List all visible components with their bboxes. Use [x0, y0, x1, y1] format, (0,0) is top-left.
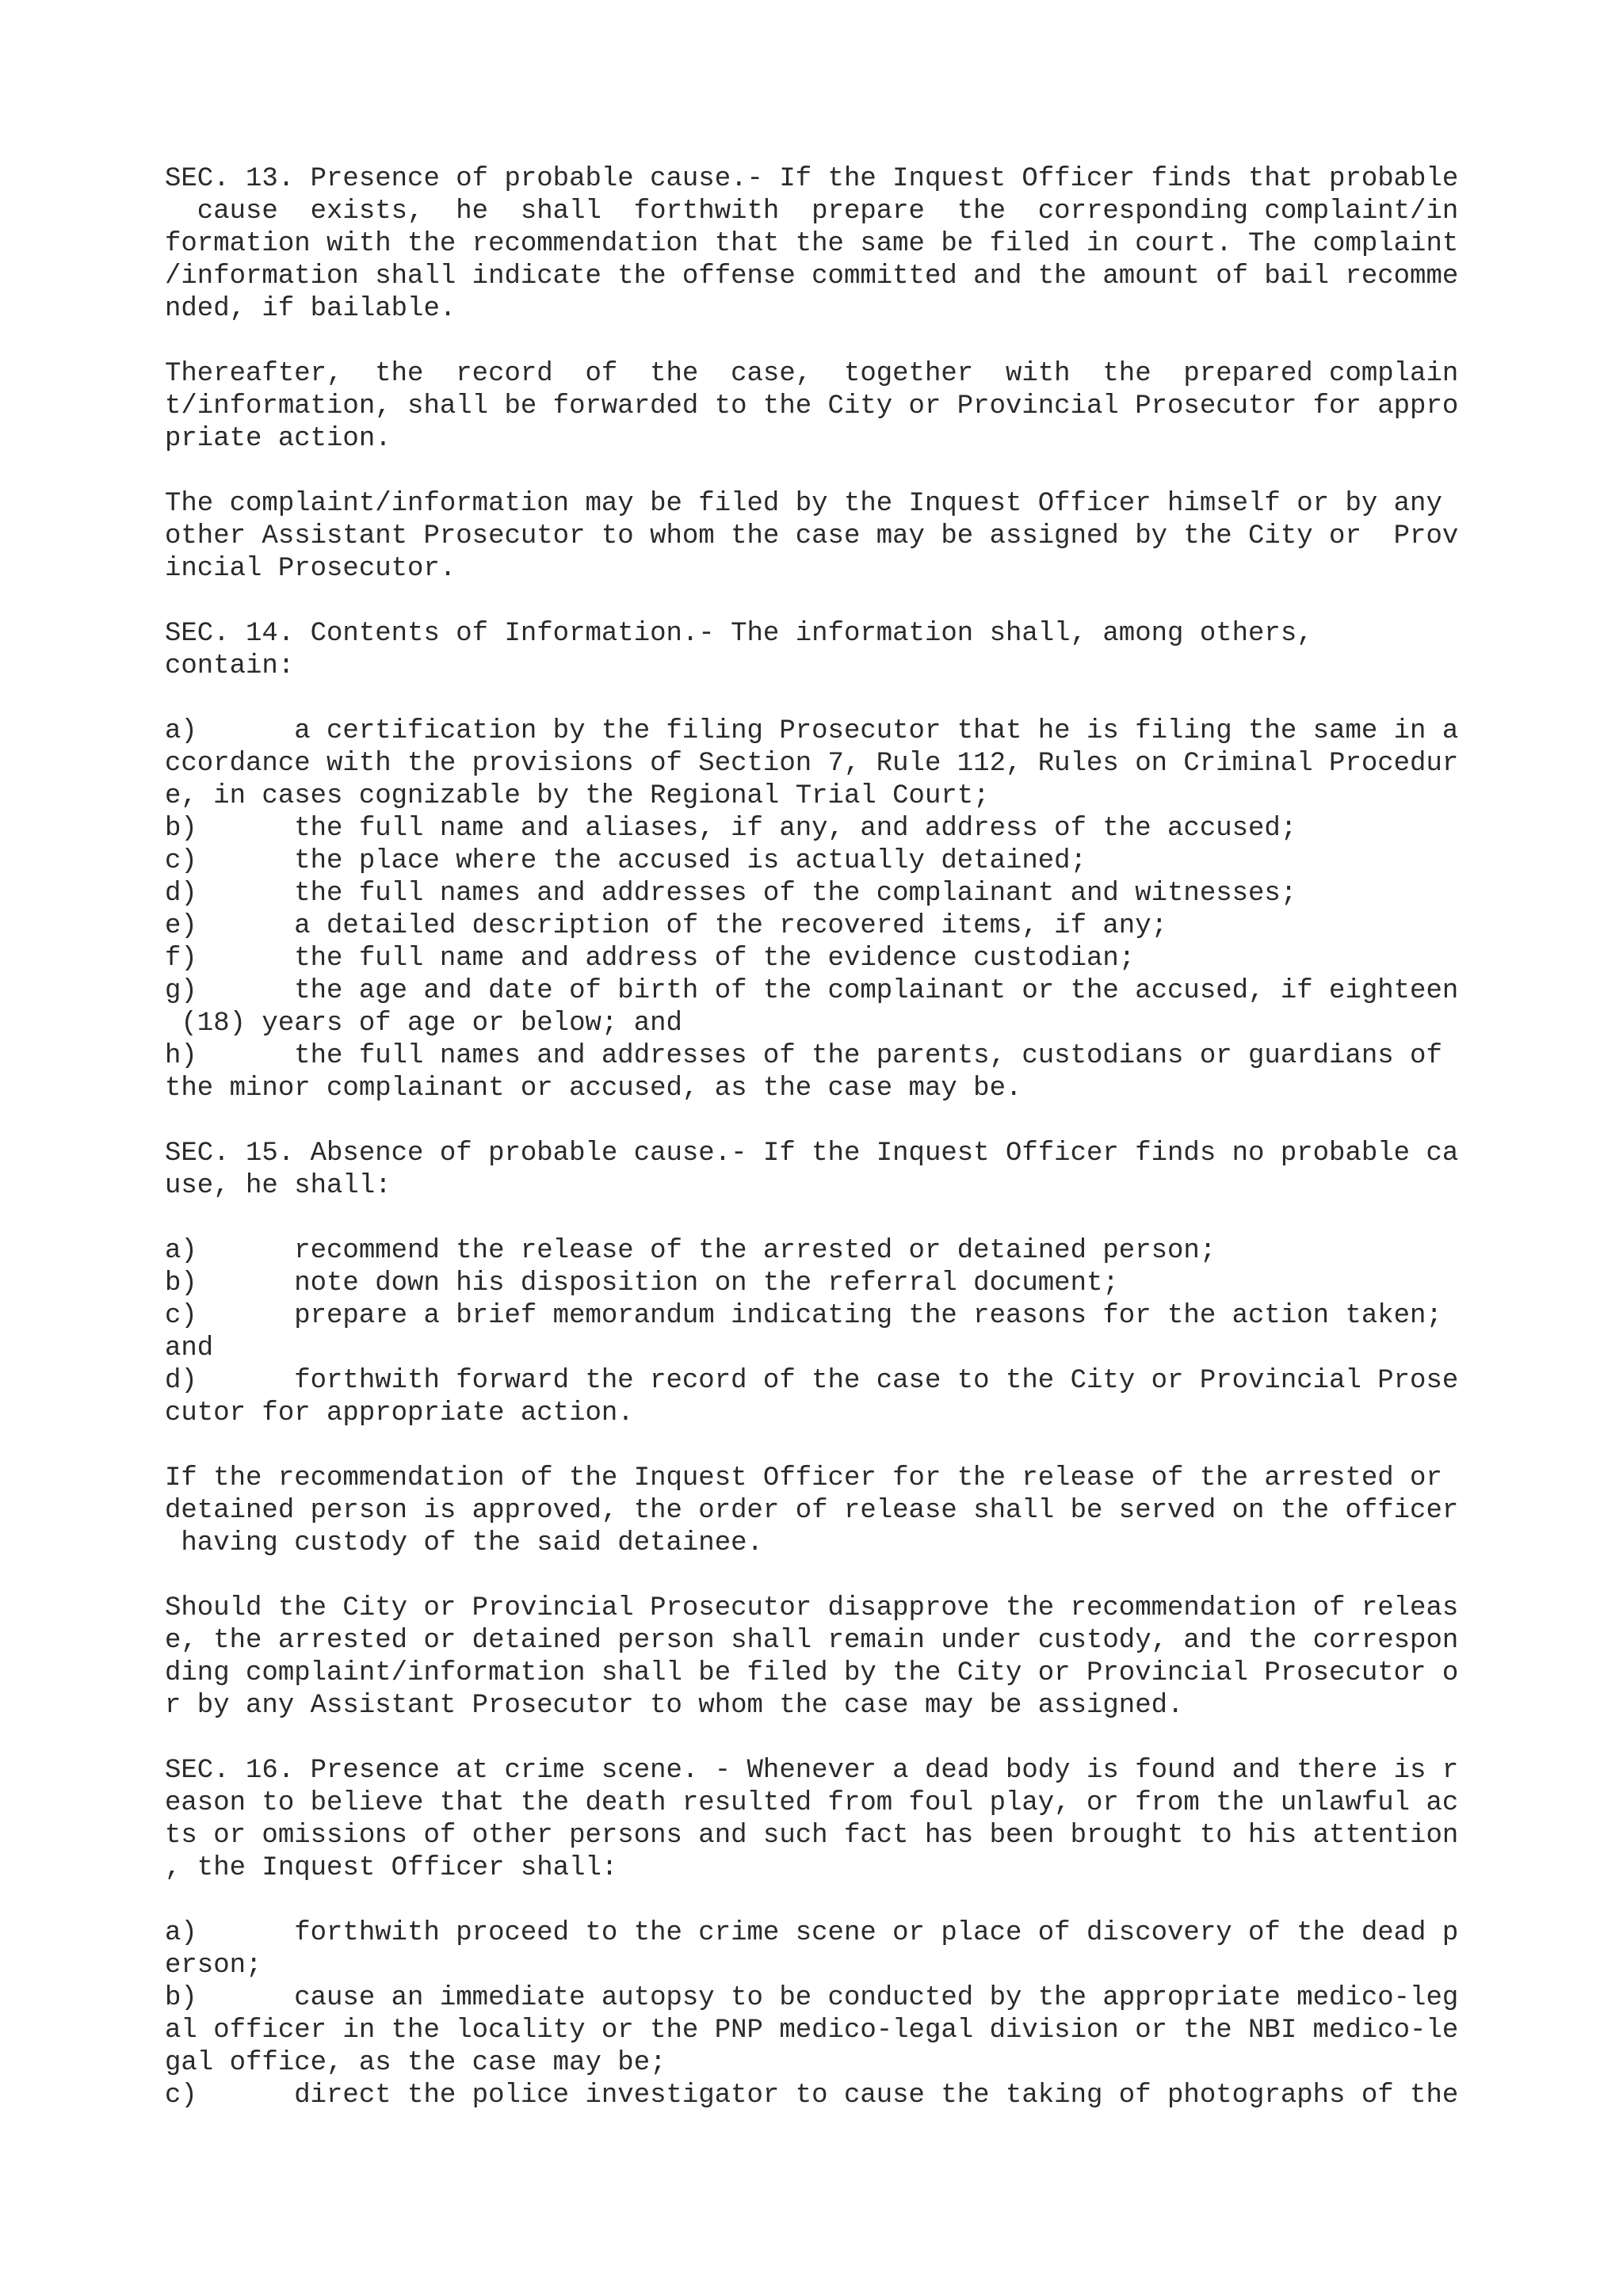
text-line: priate action. — [165, 424, 391, 454]
text-line: e, the arrested or detained person shall remain under custody, and the correspon — [165, 1626, 1459, 1656]
text-line: SEC. 16. Presence at crime scene. - Whenever a dead body is found and there is r — [165, 1756, 1459, 1786]
text-line: other Assistant Prosecutor to whom the case may be assigned by the City or Prov — [165, 521, 1459, 551]
text-line: ccordance with the provisions of Section 7, Rule 112, Rules on Criminal Procedur — [165, 749, 1459, 779]
text-line: a) recommend the release of the arrested or detained person; — [165, 1236, 1216, 1266]
text-line: e) a detailed description of the recovered items, if any; — [165, 911, 1168, 941]
paragraph-gap — [165, 683, 1480, 715]
text-line: nded, if bailable. — [165, 294, 456, 324]
paragraph-gap — [165, 456, 1480, 488]
text-line: c) direct the police investigator to cause the taking of photographs of the — [165, 2081, 1459, 2111]
text-line: cutor for appropriate action. — [165, 1398, 634, 1428]
text-line: eason to believe that the death resulted from foul play, or from the unlawful ac — [165, 1788, 1459, 1818]
paragraph-gap — [165, 1560, 1480, 1592]
paragraph-gap — [165, 326, 1480, 358]
sec-13-paragraph — [165, 163, 1480, 326]
text-line: gal office, as the case may be; — [165, 2048, 666, 2078]
text-line: c) prepare a brief memorandum indicating the reasons for the action taken; — [165, 1301, 1442, 1331]
text-line: (18) years of age or below; and — [165, 1009, 682, 1039]
text-line: erson; — [165, 1951, 262, 1981]
text-line: c) the place where the accused is actually detained; — [165, 846, 1086, 876]
sec-16-list — [165, 1917, 1480, 2112]
text-line: and — [165, 1333, 214, 1363]
sec-15-list — [165, 1235, 1480, 1430]
text-line: , the Inquest Officer shall: — [165, 1853, 618, 1883]
text-line: Should the City or Provincial Prosecutor disapprove the recommendation of releas — [165, 1593, 1459, 1623]
text-line: ding complaint/information shall be filed by the City or Provincial Prosecutor o — [165, 1658, 1459, 1688]
text-line: Thereafter, the record of the case, together with the prepared complain — [165, 359, 1459, 389]
text-line: cause exists, he shall forthwith prepare the corresponding complaint/in — [165, 196, 1459, 227]
text-line: b) note down his disposition on the referral document; — [165, 1268, 1119, 1299]
text-line: detained person is approved, the order of release shall be served on the officer — [165, 1496, 1459, 1526]
sec-16-paragraph — [165, 1755, 1480, 1885]
text-line: incial Prosecutor. — [165, 554, 456, 584]
paragraph-gap — [165, 1430, 1480, 1463]
text-line: The complaint/information may be filed by the Inquest Officer himself or by any — [165, 489, 1442, 519]
paragraph-gap — [165, 1105, 1480, 1138]
text-line: al officer in the locality or the PNP medico-legal division or the NBI medico-le — [165, 2016, 1459, 2046]
sec-15-release-paragraph — [165, 1463, 1480, 1560]
text-line: SEC. 13. Presence of probable cause.- If the Inquest Officer finds that probable — [165, 164, 1459, 194]
text-line: SEC. 15. Absence of probable cause.- If the Inquest Officer finds no probable ca — [165, 1138, 1459, 1169]
text-line: ts or omissions of other persons and such fact has been brought to his attention — [165, 1821, 1459, 1851]
text-line: SEC. 14. Contents of Information.- The information shall, among others, — [165, 619, 1313, 649]
text-line: t/information, shall be forwarded to the City or Provincial Prosecutor for appro — [165, 391, 1459, 421]
text-line: /information shall indicate the offense committed and the amount of bail recomme — [165, 261, 1459, 292]
sec-14-paragraph — [165, 618, 1480, 683]
paragraph-gap — [165, 1885, 1480, 1917]
sec-13-filing-paragraph — [165, 488, 1480, 585]
document-page — [165, 163, 1480, 2112]
text-line: b) cause an immediate autopsy to be conducted by the appropriate medico-leg — [165, 1983, 1459, 2013]
text-line: contain: — [165, 651, 295, 681]
paragraph-gap — [165, 1722, 1480, 1755]
text-line: f) the full name and address of the evidence custodian; — [165, 944, 1136, 974]
text-line: use, he shall: — [165, 1171, 391, 1201]
text-line: formation with the recommendation that the same be filed in court. The complaint — [165, 229, 1459, 259]
text-line: e, in cases cognizable by the Regional Trial Court; — [165, 781, 990, 811]
text-line: b) the full name and aliases, if any, and address of the accused; — [165, 814, 1297, 844]
sec-15-paragraph — [165, 1138, 1480, 1203]
text-line: h) the full names and addresses of the parents, custodians or guardians of — [165, 1041, 1442, 1071]
text-line: d) forthwith forward the record of the case to the City or Provincial Prose — [165, 1366, 1459, 1396]
text-line: g) the age and date of birth of the complainant or the accused, if eighteen — [165, 976, 1459, 1006]
text-line: a) forthwith proceed to the crime scene or place of discovery of the dead p — [165, 1918, 1459, 1948]
paragraph-gap — [165, 585, 1480, 618]
sec-13-forwarding-paragraph — [165, 358, 1480, 456]
text-line: If the recommendation of the Inquest Officer for the release of the arrested or — [165, 1463, 1442, 1493]
sec-15-disapproval-paragraph — [165, 1592, 1480, 1722]
text-line: having custody of the said detainee. — [165, 1528, 763, 1558]
paragraph-gap — [165, 1203, 1480, 1235]
text-line: d) the full names and addresses of the complainant and witnesses; — [165, 879, 1297, 909]
sec-14-list — [165, 715, 1480, 1105]
text-line: the minor complainant or accused, as the case may be. — [165, 1074, 1022, 1104]
text-line: r by any Assistant Prosecutor to whom the case may be assigned. — [165, 1691, 1184, 1721]
text-line: a) a certification by the filing Prosecutor that he is filing the same in a — [165, 716, 1459, 746]
